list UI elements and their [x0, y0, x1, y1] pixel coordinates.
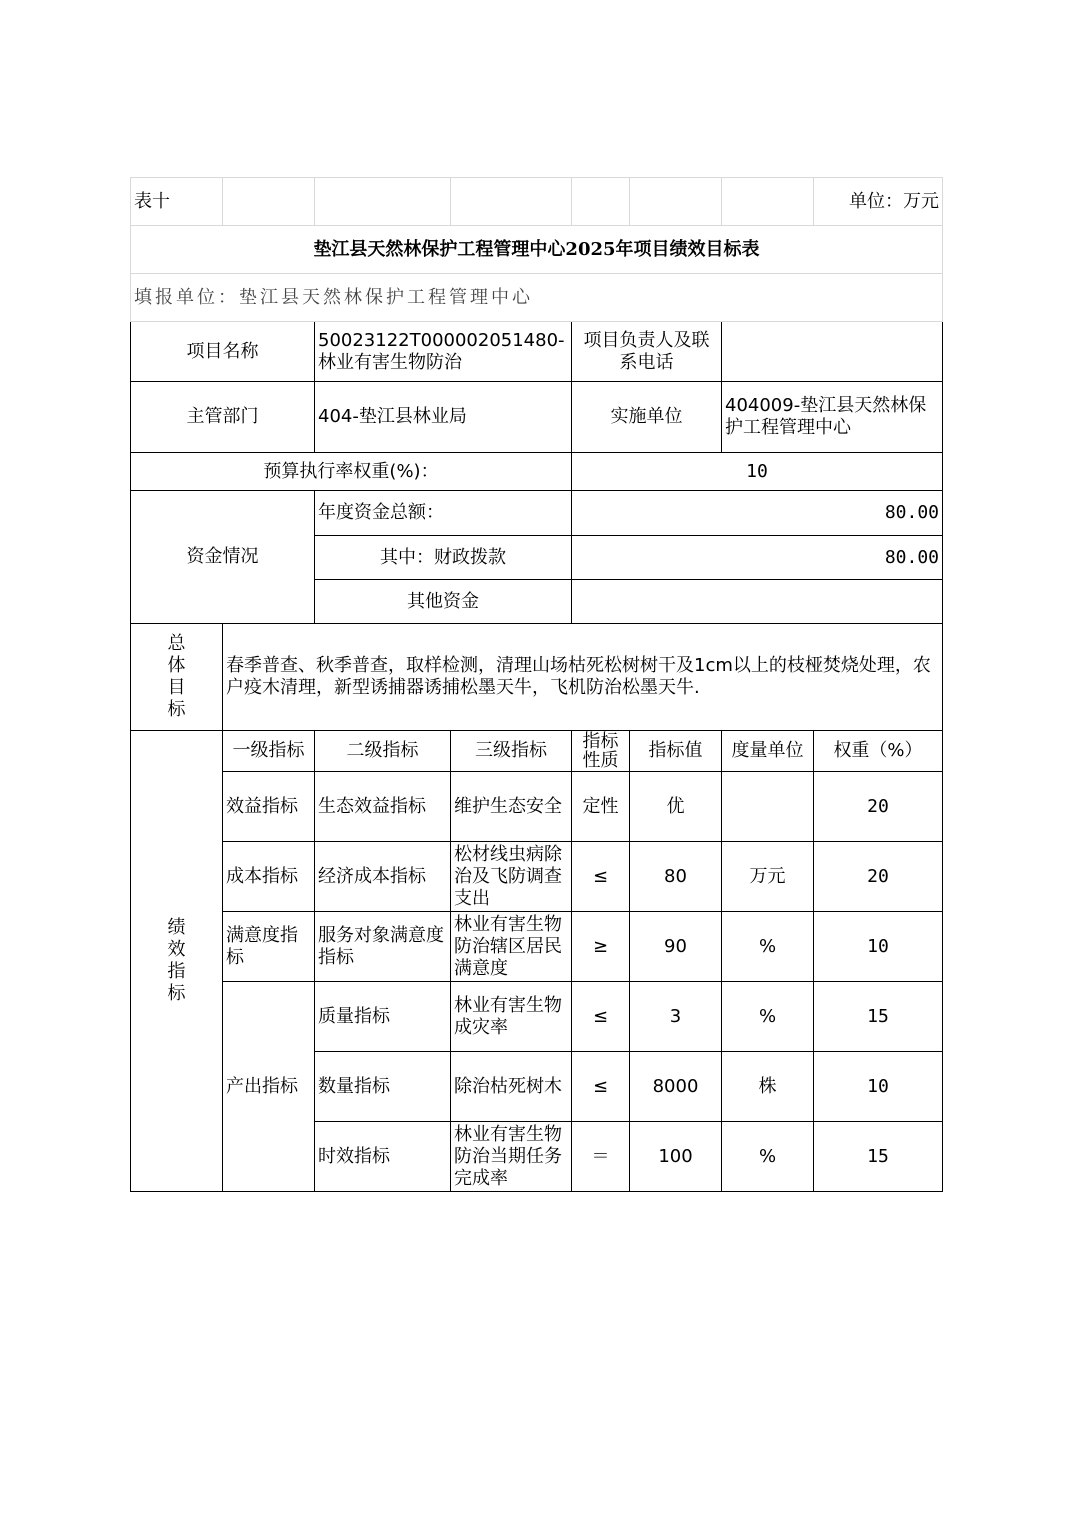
cell-unit: %	[722, 912, 814, 982]
fiscal-funds-label: 其中：财政拨款	[315, 536, 572, 580]
cell-value: 90	[630, 912, 722, 982]
project-leader-label: 项目负责人及联系电话	[572, 322, 722, 382]
cell-level3: 松材线虫病除治及飞防调查支出	[451, 842, 572, 912]
other-funds-value	[572, 580, 943, 624]
cell-level2: 经济成本指标	[315, 842, 451, 912]
fiscal-funds-value: 80.00	[572, 536, 943, 580]
page-title: 垫江县天然林保护工程管理中心2025年项目绩效目标表	[131, 226, 943, 274]
cell-level2: 服务对象满意度指标	[315, 912, 451, 982]
cell-weight: 10	[814, 1052, 943, 1122]
header-level2: 二级指标	[315, 731, 451, 772]
cell-weight: 10	[814, 912, 943, 982]
annual-funds-label: 年度资金总额：	[315, 491, 572, 536]
cell-value: 8000	[630, 1052, 722, 1122]
goal-text: 春季普查、秋季普查，取样检测，清理山场枯死松树树干及1cm以上的枝桠焚烧处理，农户疫木清理，新型诱捕器诱捕松墨天牛，飞机防治松墨天牛.	[223, 624, 943, 731]
cell-unit: %	[722, 982, 814, 1052]
cell-value: 3	[630, 982, 722, 1052]
cell-nature: ≤	[572, 982, 630, 1052]
cell-level3: 林业有害生物防治当期任务完成率	[451, 1122, 572, 1192]
cell-level1: 成本指标	[223, 842, 315, 912]
cell-level3: 维护生态安全	[451, 772, 572, 842]
cell-nature: 定性	[572, 772, 630, 842]
cell-level2: 时效指标	[315, 1122, 451, 1192]
cell-level3: 林业有害生物防治辖区居民满意度	[451, 912, 572, 982]
cell-level2: 生态效益指标	[315, 772, 451, 842]
cell-unit: 万元	[722, 842, 814, 912]
header-level1: 一级指标	[223, 731, 315, 772]
table-row	[131, 842, 943, 912]
cell-level1: 效益指标	[223, 772, 315, 842]
cell-level2: 质量指标	[315, 982, 451, 1052]
currency-unit: 单位：万元	[814, 178, 943, 226]
indicators-label: 绩 效 指 标	[131, 731, 223, 1192]
table-row	[131, 912, 943, 982]
cell-level1: 产出指标	[223, 982, 315, 1192]
performance-target-table	[130, 177, 943, 1192]
header-nature: 指标性质	[572, 731, 630, 772]
table-row	[131, 772, 943, 842]
cell-level3: 林业有害生物成灾率	[451, 982, 572, 1052]
table-row	[131, 982, 943, 1052]
cell-weight: 15	[814, 1122, 943, 1192]
other-funds-label: 其他资金	[315, 580, 572, 624]
cell-nature: ≤	[572, 1052, 630, 1122]
budget-rate-value: 10	[572, 453, 943, 491]
header-value: 指标值	[630, 731, 722, 772]
cell-value: 80	[630, 842, 722, 912]
cell-weight: 20	[814, 842, 943, 912]
project-name-label: 项目名称	[131, 322, 315, 382]
cell-nature: ＝	[572, 1122, 630, 1192]
cell-level2: 数量指标	[315, 1052, 451, 1122]
impl-unit-label: 实施单位	[572, 382, 722, 453]
cell-level3: 除治枯死树木	[451, 1052, 572, 1122]
impl-unit-value: 404009-垫江县天然林保护工程管理中心	[722, 382, 943, 453]
dept-value: 404-垫江县林业局	[315, 382, 572, 453]
cell-nature: ≥	[572, 912, 630, 982]
cell-weight: 15	[814, 982, 943, 1052]
header-level3: 三级指标	[451, 731, 572, 772]
project-leader-value	[722, 322, 943, 382]
dept-label: 主管部门	[131, 382, 315, 453]
cell-nature: ≤	[572, 842, 630, 912]
goal-label: 总 体 目 标	[131, 624, 223, 731]
cell-unit: 株	[722, 1052, 814, 1122]
cell-value: 优	[630, 772, 722, 842]
cell-unit: %	[722, 1122, 814, 1192]
cell-weight: 20	[814, 772, 943, 842]
header-weight: 权重（%）	[814, 731, 943, 772]
funds-label: 资金情况	[131, 491, 315, 624]
cell-unit	[722, 772, 814, 842]
fill-unit: 填报单位：垫江县天然林保护工程管理中心	[131, 274, 943, 322]
cell-value: 100	[630, 1122, 722, 1192]
budget-rate-label: 预算执行率权重(%)：	[131, 453, 572, 491]
annual-funds-value: 80.00	[572, 491, 943, 536]
cell-level1: 满意度指标	[223, 912, 315, 982]
table-number: 表十	[131, 178, 223, 226]
project-name-value: 50023122T000002051480-林业有害生物防治	[315, 322, 572, 382]
header-unit: 度量单位	[722, 731, 814, 772]
